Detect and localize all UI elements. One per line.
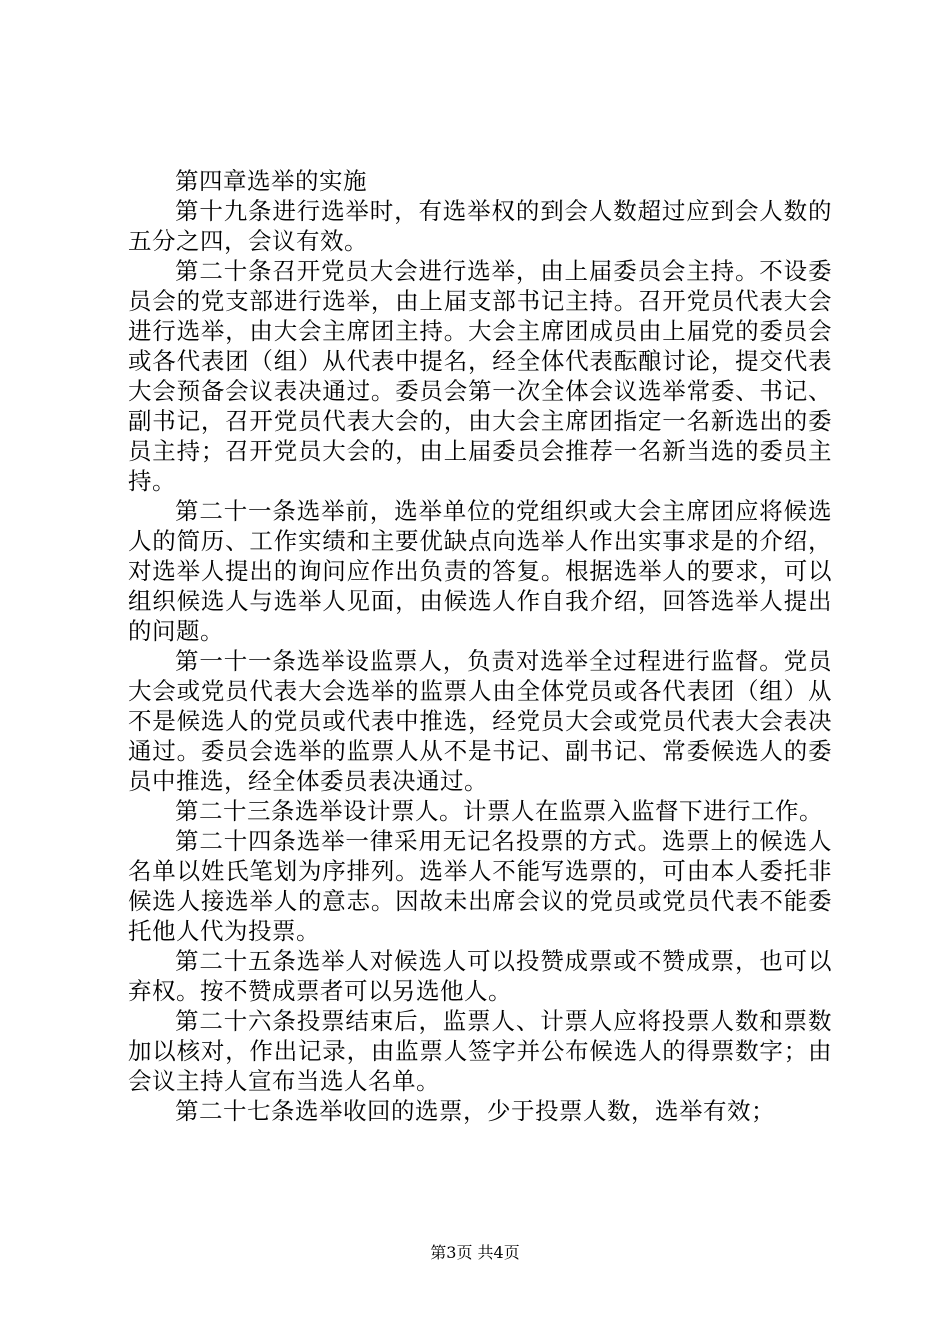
page-number: 第3页 共4页	[430, 1243, 520, 1262]
article-27: 第二十七条选举收回的选票，少于投票人数，选举有效；	[175, 1097, 775, 1125]
article-22: 第一十一条选举设监票人，负责对选举全过程进行监督。党员大会或党员代表大会选举的监票人由全体党员或各代表团（组）从不是候选人的党员或代表中推选，经党员大会或党员代表大会表决通过。委员会选举的监票人从不是书记、副书记、常委候选人的委员中推选，经全体委员表决通过。	[128, 647, 832, 795]
article-21: 第二十一条选举前，选举单位的党组织或大会主席团应将候选人的简历、工作实绩和主要优缺点向选举人作出实事求是的介绍，对选举人提出的询问应作出负责的答复。根据选举人的要求，可以组织候选人与选举人见面，由候选人作自我介绍，回答选举人提出的问题。	[128, 497, 832, 645]
article-24: 第二十四条选举一律采用无记名投票的方式。选票上的候选人名单以姓氏笔划为序排列。选举人不能写选票的，可由本人委托非候选人接选举人的意志。因故未出席会议的党员或党员代表不能委托他人代为投票。	[128, 827, 832, 945]
article-19: 第十九条进行选举时，有选举权的到会人数超过应到会人数的五分之四，会议有效。	[128, 197, 832, 255]
chapter-heading: 第四章选举的实施	[175, 167, 367, 195]
article-23: 第二十三条选举设计票人。计票人在监票入监督下进行工作。	[175, 797, 823, 825]
article-26: 第二十六条投票结束后，监票人、计票人应将投票人数和票数加以核对，作出记录，由监票人签字并公布候选人的得票数字；由会议主持人宣布当选人名单。	[128, 1007, 832, 1095]
article-20: 第二十条召开党员大会进行选举，由上届委员会主持。不设委员会的党支部进行选举，由上届支部书记主持。召开党员代表大会进行选举，由大会主席团主持。大会主席团成员由上届党的委员会或各代表团（组）从代表中提名，经全体代表酝酿讨论，提交代表大会预备会议表决通过。委员会第一次全体会议选举常委、书记、副书记，召开党员代表大会的，由大会主席团指定一名新选出的委员主持；召开党员大会的，由上届委员会推荐一名新当选的委员主持。	[128, 257, 832, 495]
article-25: 第二十五条选举人对候选人可以投赞成票或不赞成票，也可以弃权。按不赞成票者可以另选他人。	[128, 947, 832, 1005]
document-body	[128, 166, 832, 1126]
